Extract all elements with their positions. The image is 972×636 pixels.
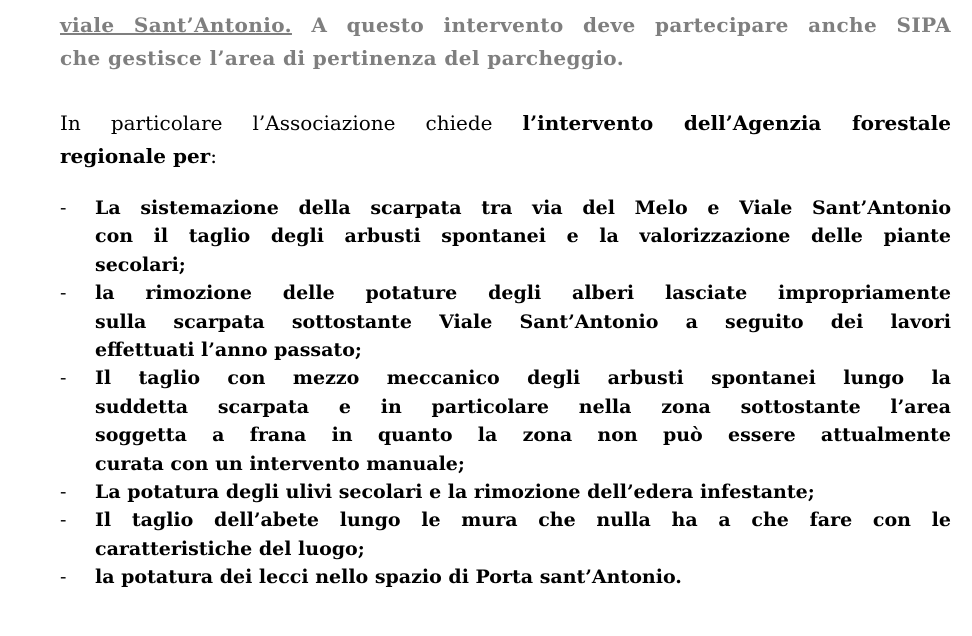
list-item-line: Il taglio con mezzo meccanico degli arbusti spontanei lungo la [95,367,951,390]
list-item-line: La potatura degli ulivi secolari e la rimozione dell’edera infestante; [95,481,815,504]
list-item-line: la rimozione delle potature degli alberi lasciate impropriamente [95,282,951,305]
bullet-dash: - [60,367,67,390]
bullet-dash: - [60,282,67,305]
bullet-dash: - [60,197,67,219]
list-item [60,364,951,478]
list-item [60,194,951,279]
list-item-line: Il taglio dell’abete lungo le mura che nulla ha a che fare con le [95,509,951,532]
list-item-line: sulla scarpata sottostante Viale Sant’Antonio a seguito dei lavori [95,310,951,333]
gray-paragraph-line-1-rest: A questo intervento deve partecipare anche SIPA [291,13,951,37]
request-list [60,194,951,592]
list-item-line: suddetta scarpata e in particolare nella zona sottostante l’area [95,395,951,418]
bullet-dash: - [60,481,67,504]
list-item-line: con il taglio degli arbusti spontanei e la valorizzazione delle piante [95,225,951,248]
intro-line-1 [60,107,951,140]
list-item-line: caratteristiche del luogo; [95,537,365,560]
list-item-line: soggetta a frana in quanto la zona non può essere attualmente [95,424,951,447]
intro-plain-text: In particolare l’Associazione chiede [60,111,523,135]
list-item-line: la potatura dei lecci nello spazio di Porta sant’Antonio. [95,566,682,589]
list-item [60,279,951,364]
list-item-line: effettuati l’anno passato; [95,339,362,362]
bullet-dash: - [60,566,67,589]
list-item [60,563,951,591]
gray-paragraph [60,9,951,75]
gray-paragraph-line-2: che gestisce l’area di pertinenza del parcheggio. [60,46,625,70]
intro-bold-text-1: l’intervento dell’Agenzia forestale [522,111,952,135]
intro-colon: : [210,144,217,168]
intro-paragraph [60,107,951,173]
bullet-dash: - [60,509,67,532]
gray-paragraph-line-1 [60,9,951,42]
list-item [60,506,951,563]
intro-bold-text-2: regionale per [60,144,211,168]
underlined-street-name: viale Sant’Antonio. [60,13,292,37]
list-item-line: curata con un intervento manuale; [95,452,465,475]
list-item-line: La sistemazione della scarpata tra via del Melo e Viale Sant’Antonio [95,197,951,219]
list-item-line: secolari; [95,253,186,276]
list-item [60,478,951,506]
intro-line-2 [60,144,217,168]
